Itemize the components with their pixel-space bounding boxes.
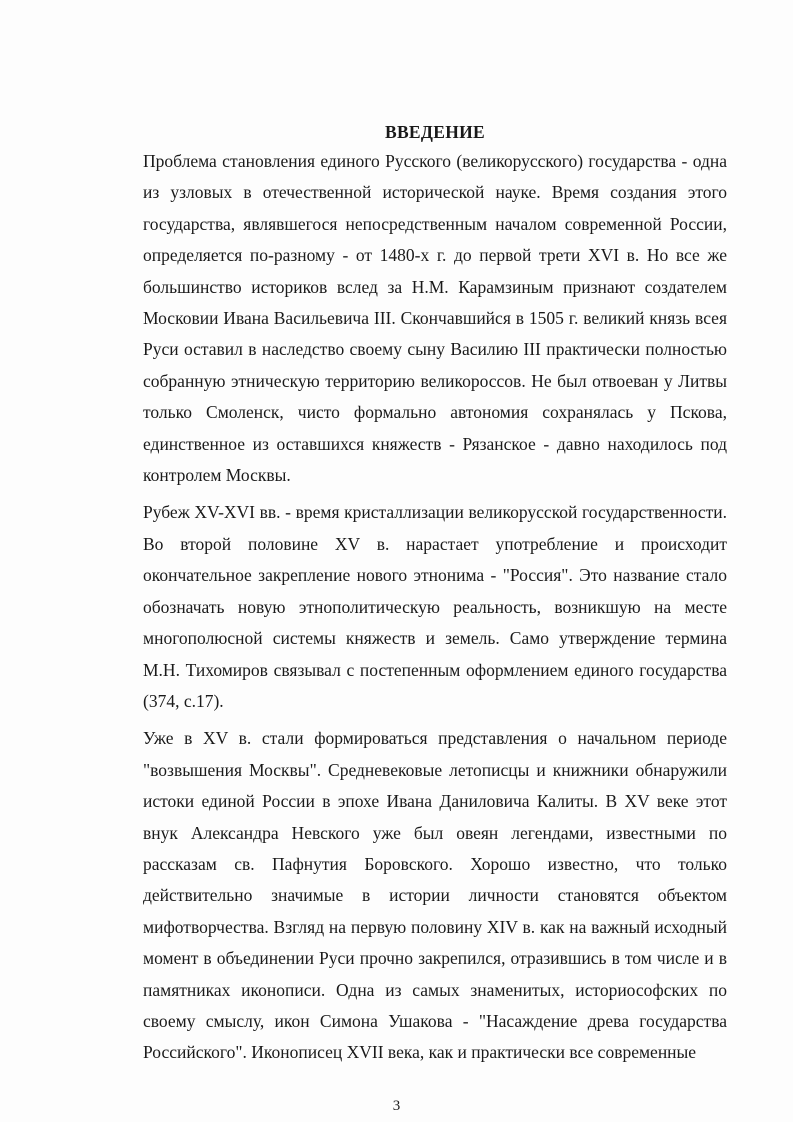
text-body <box>143 118 727 1069</box>
page-number: 3 <box>392 1098 401 1114</box>
paragraph-2: Рубеж XV-XVI вв. - время кристаллизации великорусской государственности. Во второй половине XV в. нарастает употребление и происходит окончательное закрепление нового этнонима - "Россия". Это название стало обозначать новую этнополитическую реальность, возникшую на месте многополюсной системы княжеств и земель. Само утверждение термина М.Н. Тихомиров связывал с постепенным оформлением единого государства (374, с.17). <box>143 502 727 711</box>
section-heading: ВВЕДЕНИЕ <box>384 122 486 142</box>
paragraph-1: Проблема становления единого Русского (великорусского) государства - одна из узловых в отечественной исторической науке. Время создания этого государства, являвшегося непосредственным началом современной России, определяется по-разному - от 1480-х г. до первой трети XVI в. Но все же большинство историков вслед за Н.М. Карамзиным признают создателем Московии Ивана Васильевича III. Скончавшийся в 1505 г. великий князь всея Руси оставил в наследство своему сыну Василию III практически полностью собранную этническую территорию великороссов. Не был отвоеван у Литвы только Смоленск, чисто формально автономия сохранялась у Пскова, единственное из оставшихся княжеств - Рязанское - давно находилось под контролем Москвы. <box>143 151 727 486</box>
paragraph-3: Уже в XV в. стали формироваться представления о начальном периоде "возвышения Москвы". Средневековые летописцы и книжники обнаружили истоки единой России в эпохе Ивана Даниловича Калиты. В XV веке этот внук Александра Невского уже был овеян легендами, известными по рассказам св. Пафнутия Боровского. Хорошо известно, что только действительно значимые в истории личности становятся объектом мифотворчества. Взгляд на первую половину XIV в. как на важный исходный момент в объединении Руси прочно закрепился, отразившись в том числе и в памятниках иконописи. Одна из самых знаменитых, историософских по своему смыслу, икон Симона Ушакова - "Насаждение древа государства Российского". Иконописец XVII века, как и практически все современные <box>143 728 727 1063</box>
